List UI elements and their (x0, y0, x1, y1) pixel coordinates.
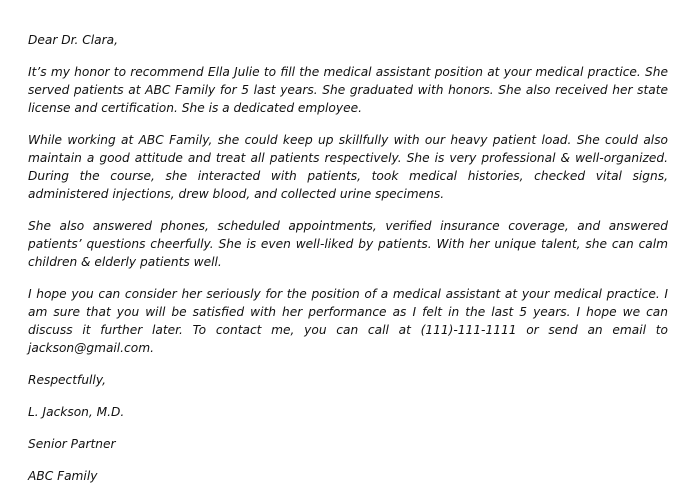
signature-title: Senior Partner (28, 437, 116, 451)
paragraph-additional-duties: She also answered phones, scheduled appointments, verified insurance coverage, and answered patients’ questions cheerfully. She is even well-liked by patients. With her unique talent, she can calm children & elderly patients well. (28, 219, 668, 269)
salutation: Dear Dr. Clara, (28, 33, 118, 47)
closing-phrase: Respectfully, (28, 373, 106, 387)
paragraph-closing-request: I hope you can consider her seriously for the position of a medical assistant at your medical practice. I am sure that you will be satisfied with her performance as I felt in the last 5 years. I hope we can discuss it further later. To contact me, you can call at (111)-111-1111 or send an email to jackson@gmail.com. (28, 287, 668, 355)
signature-organization: ABC Family (28, 469, 98, 483)
signature-name: L. Jackson, M.D. (28, 405, 125, 419)
letter-body (28, 31, 668, 485)
paragraph-work-experience: While working at ABC Family, she could keep up skillfully with our heavy patient load. She could also maintain a good attitude and treat all patients respectively. She is very professional & well-organized. During the course, she interacted with patients, took medical histories, checked vital signs, administered injections, drew blood, and collected urine specimens. (28, 133, 668, 201)
paragraph-recommendation: It’s my honor to recommend Ella Julie to fill the medical assistant position at your medical practice. She served patients at ABC Family for 5 last years. She graduated with honors. She also received her state license and certification. She is a dedicated employee. (28, 65, 668, 115)
